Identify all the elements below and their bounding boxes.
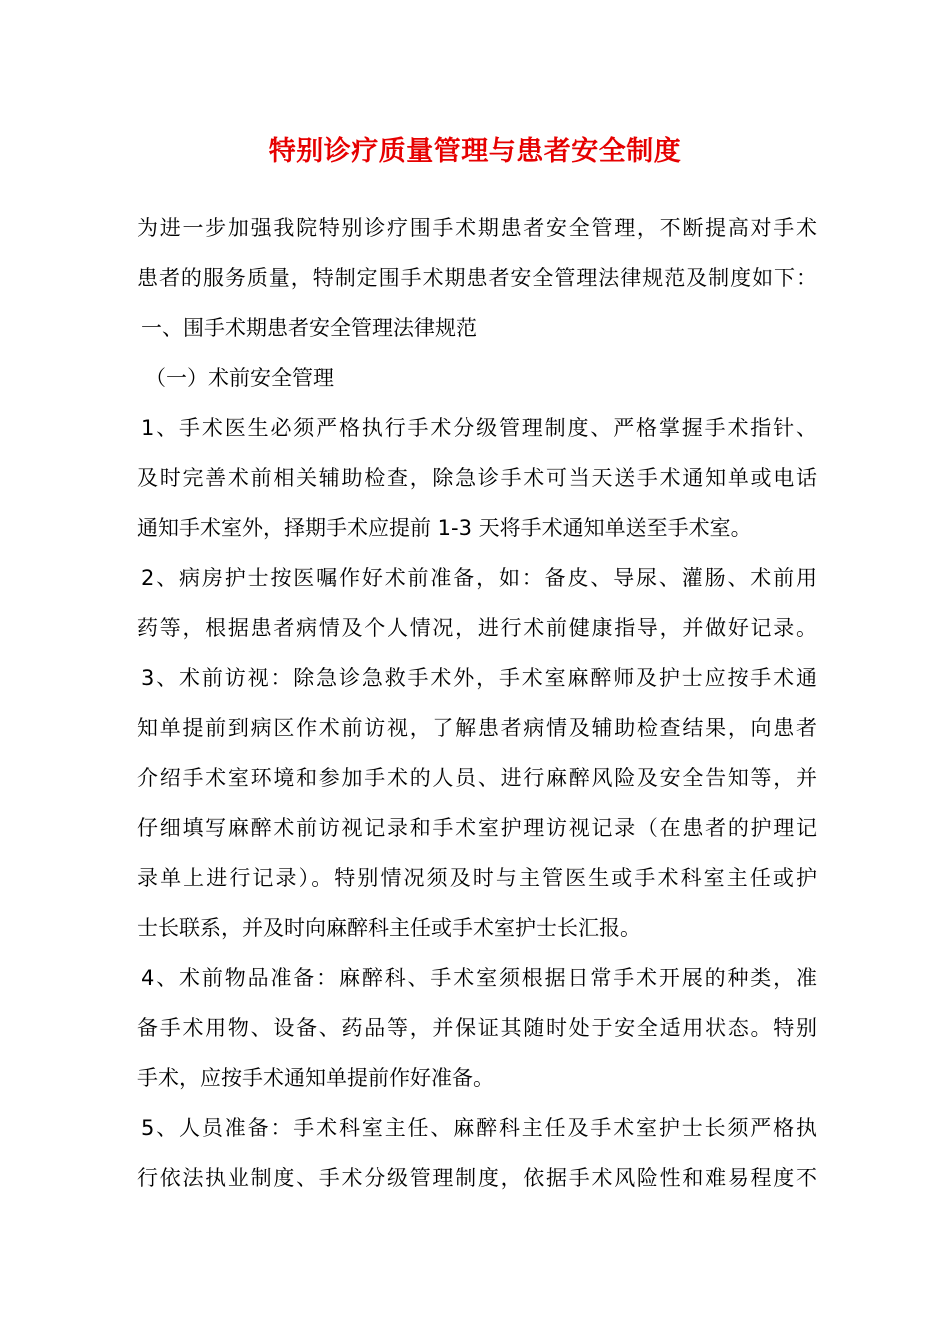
paragraph-line: 通知手术室外，择期手术应提前 1-3 天将手术通知单送至手术室。	[137, 516, 752, 540]
paragraph-line: 备手术用物、设备、药品等，并保证其随时处于安全适用状态。特别	[137, 1016, 817, 1040]
document-title: 特别诊疗质量管理与患者安全制度	[268, 136, 682, 167]
paragraph-line: 5、人员准备：手术科室主任、麻醉科主任及手术室护士长须严格执	[141, 1116, 817, 1140]
document-body	[137, 208, 817, 1208]
paragraph-line: 介绍手术室环境和参加手术的人员、进行麻醉风险及安全告知等，并	[137, 766, 817, 790]
paragraph-line: 1、手术医生必须严格执行手术分级管理制度、严格掌握手术指针、	[141, 416, 817, 440]
paragraph-line: 录单上进行记录）。特别情况须及时与主管医生或手术科室主任或护	[137, 866, 817, 890]
paragraph-line: 行依法执业制度、手术分级管理制度，依据手术风险性和难易程度不	[137, 1166, 817, 1190]
paragraph-line: 4、术前物品准备：麻醉科、手术室须根据日常手术开展的种类，准	[141, 966, 817, 990]
paragraph-line: 知单提前到病区作术前访视，了解患者病情及辅助检查结果，向患者	[137, 716, 817, 740]
paragraph-line: 患者的服务质量，特制定围手术期患者安全管理法律规范及制度如下：	[137, 266, 817, 290]
subsection-heading: （一）术前安全管理	[145, 366, 334, 390]
paragraph-line: 仔细填写麻醉术前访视记录和手术室护理访视记录（在患者的护理记	[137, 816, 817, 840]
paragraph-line: 药等，根据患者病情及个人情况，进行术前健康指导，并做好记录。	[137, 616, 817, 640]
paragraph-line: 3、术前访视：除急诊急救手术外，手术室麻醉师及护士应按手术通	[141, 666, 817, 690]
paragraph-line: 及时完善术前相关辅助检查，除急诊手术可当天送手术通知单或电话	[137, 466, 817, 490]
section-heading: 一、围手术期患者安全管理法律规范	[141, 316, 477, 340]
paragraph-line: 为进一步加强我院特别诊疗围手术期患者安全管理，不断提高对手术	[137, 216, 817, 240]
paragraph-line: 手术，应按手术通知单提前作好准备。	[137, 1066, 494, 1090]
paragraph-line: 士长联系，并及时向麻醉科主任或手术室护士长汇报。	[137, 916, 641, 940]
paragraph-line: 2、病房护士按医嘱作好术前准备，如：备皮、导尿、灌肠、术前用	[141, 566, 817, 590]
